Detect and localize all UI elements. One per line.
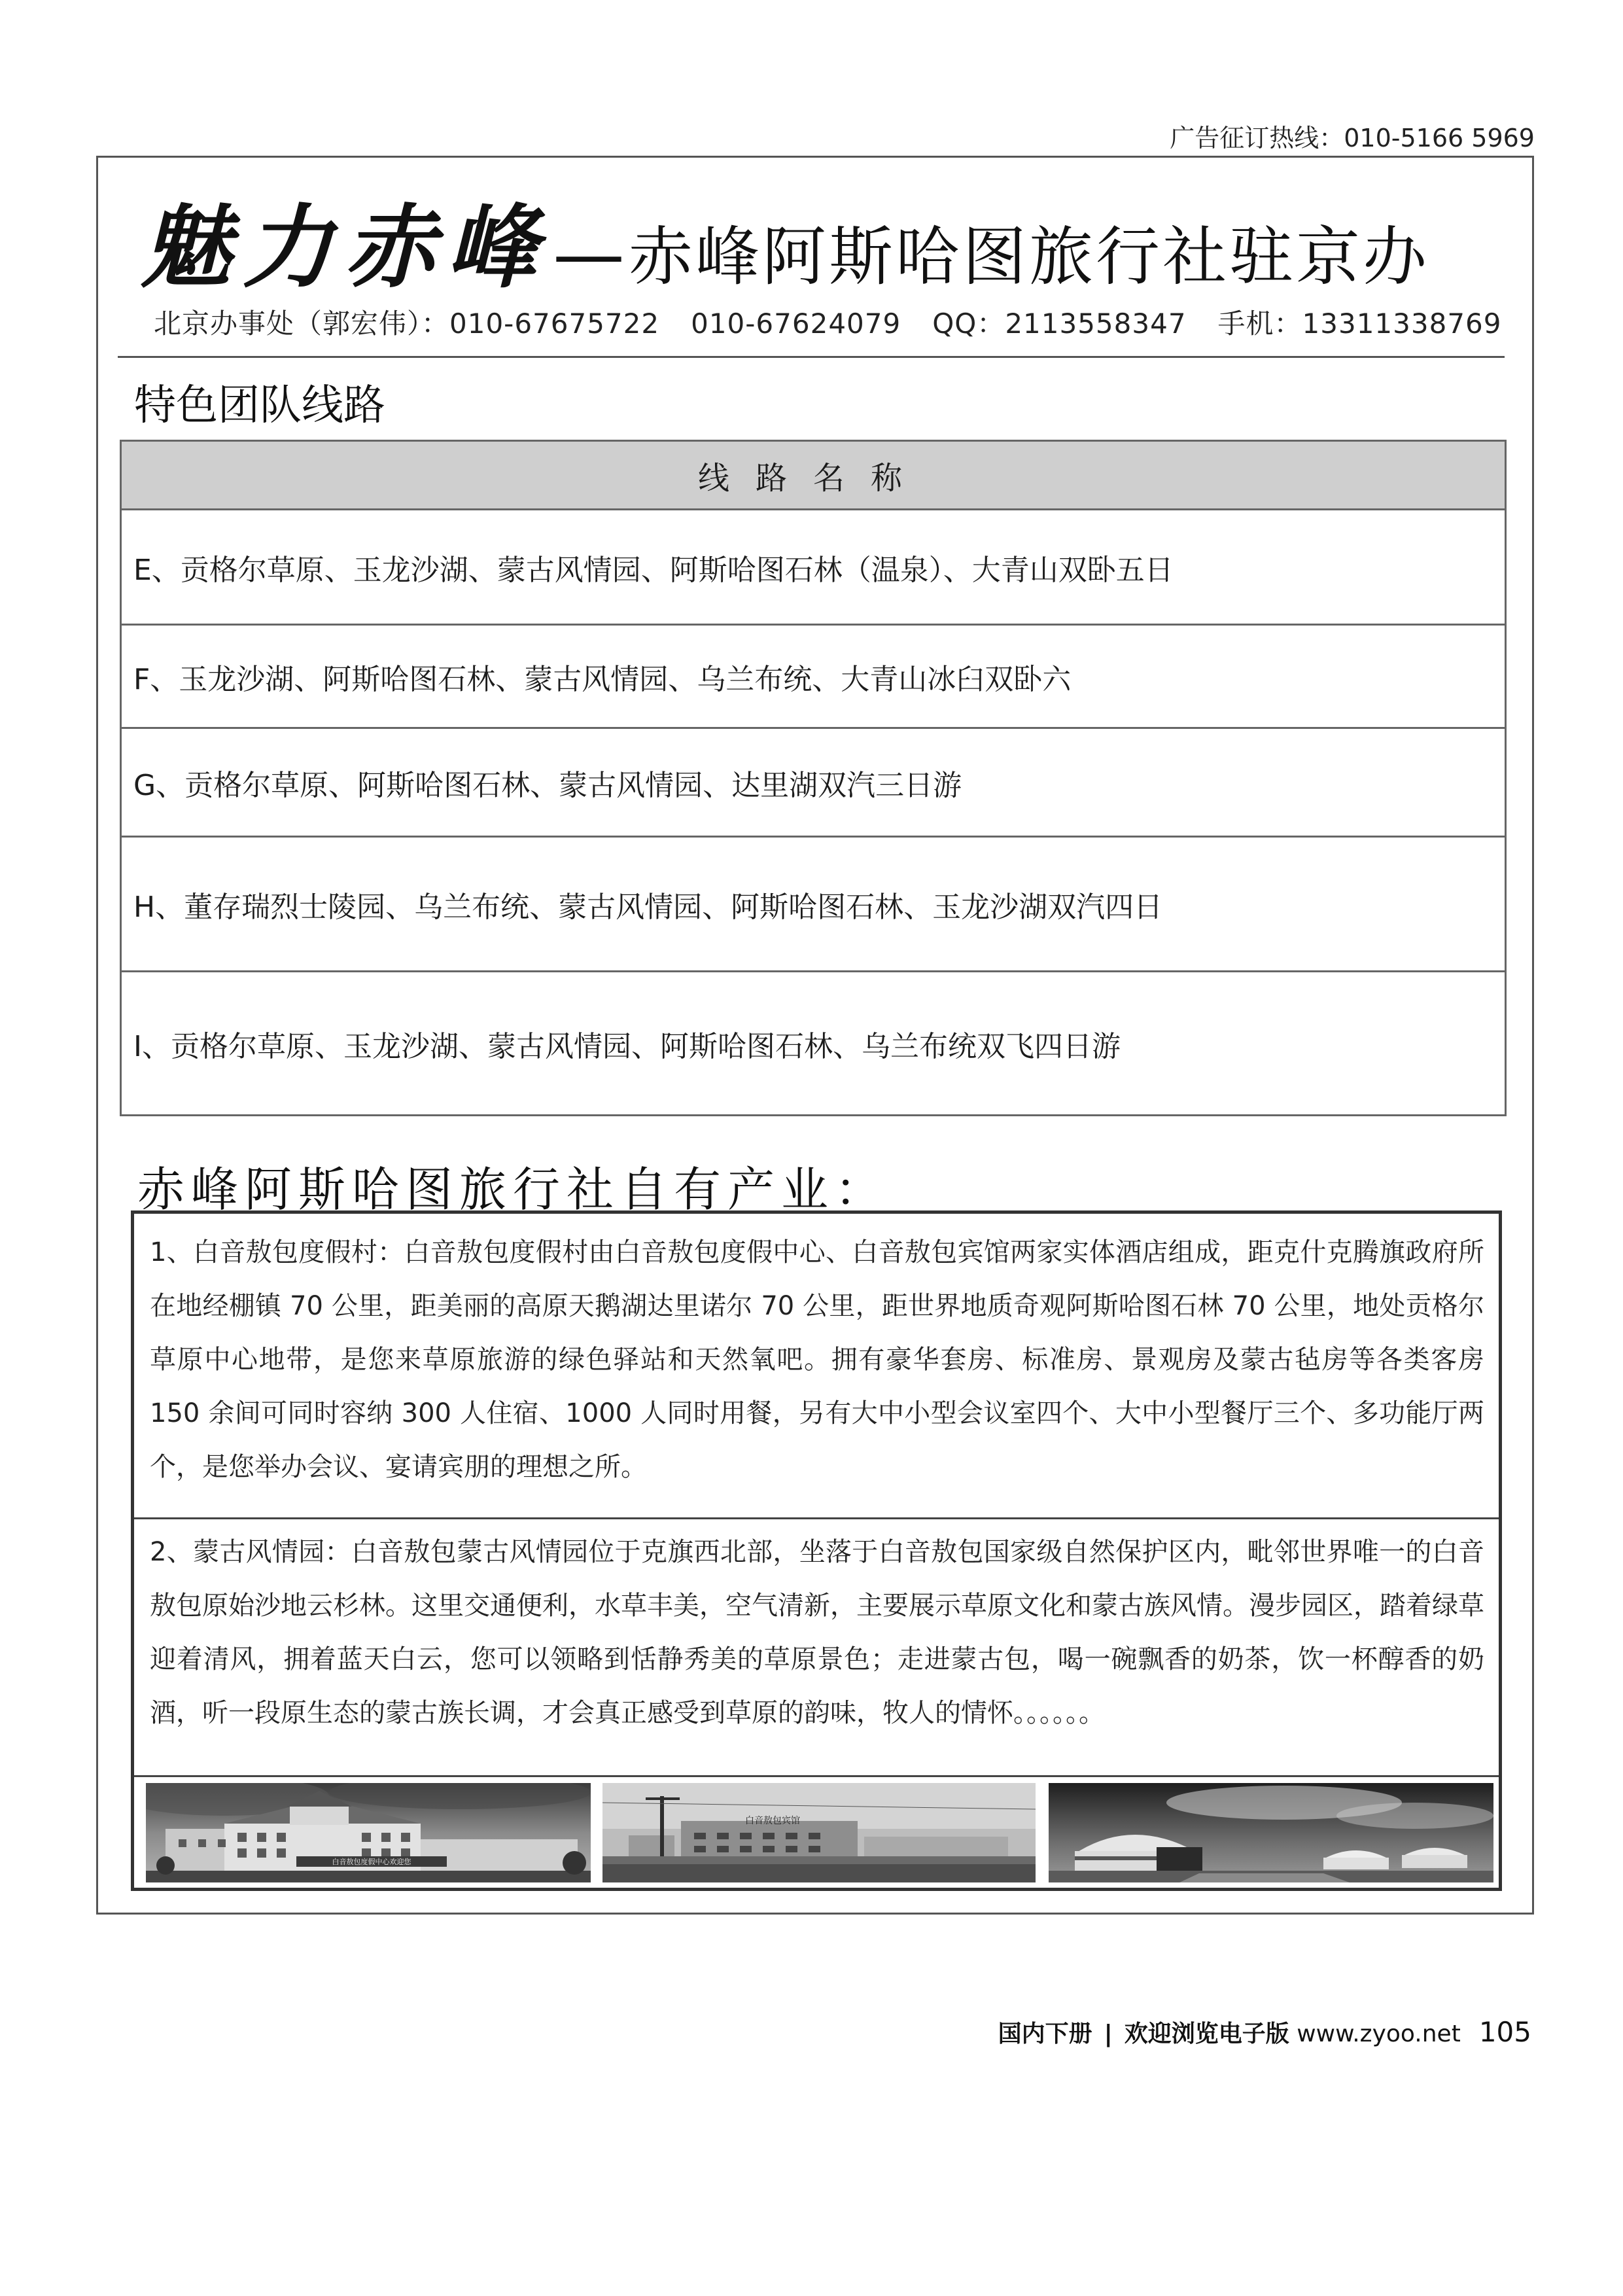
paragraph-divider: [134, 1517, 1499, 1519]
route-row-g: G、贡格尔草原、阿斯哈图石林、蒙古风情园、达里湖双汽三日游: [121, 728, 1506, 837]
industry-box: [131, 1210, 1502, 1891]
footer-url[interactable]: www.zyoo.net: [1297, 2021, 1461, 2047]
qq-contact: QQ：2113558347: [932, 308, 1187, 340]
office-phone-2: 010-67624079: [691, 308, 901, 340]
title-brand: 魅力赤峰: [141, 194, 550, 300]
routes-heading: 特色团队线路: [134, 381, 385, 430]
industry-heading: 赤峰阿斯哈图旅行社自有产业：: [137, 1162, 889, 1217]
footer-separator: |: [1104, 2021, 1113, 2047]
footer-label: 国内下册: [998, 2021, 1092, 2047]
page-title: [141, 175, 1430, 300]
route-row-e: E、贡格尔草原、玉龙沙湖、蒙古风情园、阿斯哈图石林（温泉）、大青山双卧五日: [121, 510, 1506, 625]
routes-table-header: 线路名称: [121, 441, 1506, 510]
route-row-h: H、董存瑞烈士陵园、乌兰布统、蒙古风情园、阿斯哈图石林、玉龙沙湖双汽四日: [121, 837, 1506, 972]
route-row-f: F、玉龙沙湖、阿斯哈图石林、蒙古风情园、乌兰布统、大青山冰臼双卧六: [121, 625, 1506, 728]
mongol-park-paragraph: 2、蒙古风情园：白音敖包蒙古风情园位于克旗西北部，坐落于白音敖包国家级自然保护区内，毗邻世界唯一的白音敖包原始沙地云杉林。这里交通便利，水草丰美，空气清新，主要展示草原文化和蒙古族风情。漫步园区，踏着绿草迎着清风，拥着蓝天白云，您可以领略到恬静秀美的草原景色；走进蒙古包，喝一碗飘香的奶茶，饮一杯醇香的奶酒，听一段原生态的蒙古族长调，才会真正感受到草原的韵味，牧人的情怀。。。。。。: [150, 1537, 1484, 1728]
route-row-i: I、贡格尔草原、玉龙沙湖、蒙古风情园、阿斯哈图石林、乌兰布统双飞四日游: [121, 972, 1506, 1116]
footer-tagline: 欢迎浏览电子版: [1124, 2021, 1289, 2047]
routes-table: [120, 440, 1507, 1116]
office-contact: 北京办事处（郭宏伟）：010-67675722: [154, 308, 660, 340]
resort-paragraph: 1、白音敖包度假村：白音敖包度假村由白音敖包度假中心、白音敖包宾馆两家实体酒店组成，距克什克腾旗政府所在地经棚镇 70 公里，距美丽的高原天鹅湖达里诺尔 70 公里，距世界地质奇观阿斯哈图石林 70 公里，地处贡格尔草原中心地带，是您来草原旅游的绿色驿站和天然氧吧。拥有豪华套房、标准房、景观房及蒙古毡房等各类客房 150 余间可同时容纳 300 人住宿、1000 人同时用餐，另有大中小型会议室四个、大中小型餐厅三个、多功能厅两个，是您举办会议、宴请宾朋的理想之所。: [150, 1237, 1484, 1482]
page-footer: [998, 2015, 1531, 2049]
title-dash: —: [553, 212, 625, 296]
resort-sign-text: 白音敖包度假中心欢迎您: [332, 1858, 411, 1866]
title-subtitle: 赤峰阿斯哈图旅行社驻京办: [629, 220, 1430, 294]
header-divider: [118, 356, 1505, 358]
contact-line: [154, 302, 1533, 342]
hotel-photo: [602, 1783, 1036, 1882]
ad-hotline: 广告征订热线：010-5166 5969: [1170, 124, 1535, 152]
resort-building-photo: [146, 1783, 591, 1882]
hotel-sign-text: 白音敖包宾馆: [745, 1816, 800, 1826]
yurt-photo: [1049, 1783, 1493, 1882]
photos-divider: [134, 1775, 1499, 1777]
page-number: 105: [1478, 2016, 1531, 2048]
mobile-contact: 手机：13311338769: [1217, 308, 1502, 340]
